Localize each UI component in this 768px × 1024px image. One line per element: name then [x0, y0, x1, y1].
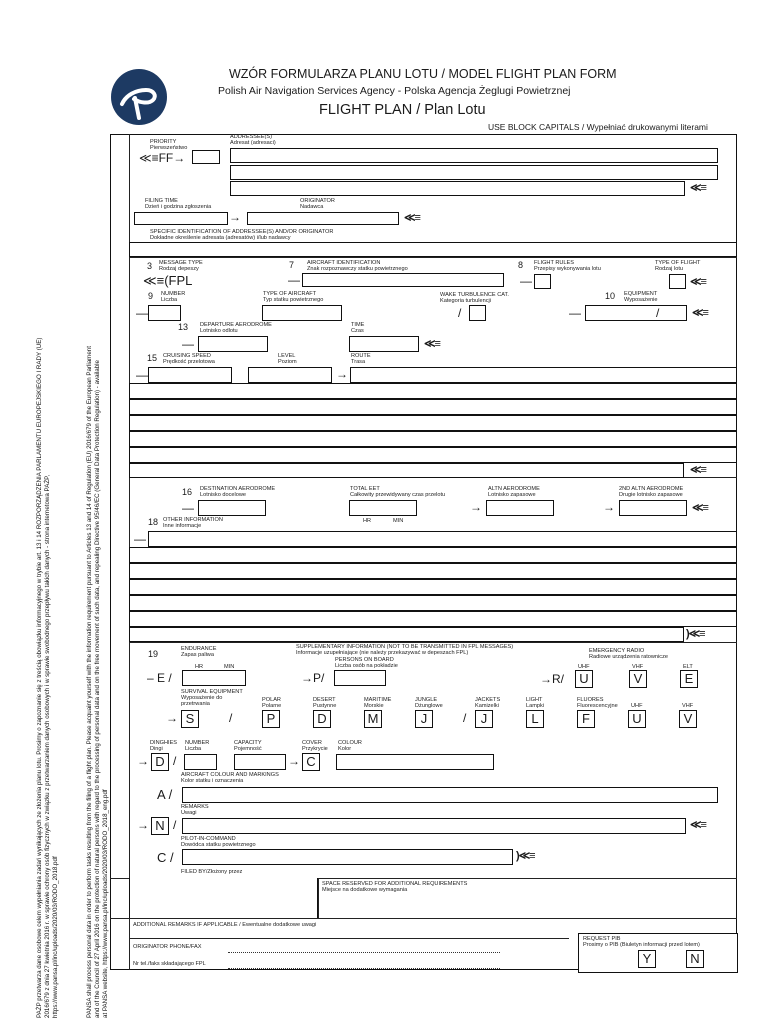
addressee-input-3[interactable]	[230, 181, 685, 196]
maritime-box[interactable]: M	[364, 710, 382, 728]
end-mark: ≪≡	[690, 464, 706, 476]
arrow-mark: →	[137, 818, 149, 832]
aircraft-id-input[interactable]	[302, 273, 504, 287]
jungle-label-pl: Dżunglowe	[415, 703, 443, 709]
addressee-label-pl: Adresat (adresaci)	[230, 140, 276, 146]
departure-label-pl: Lotnisko odlotu	[200, 328, 238, 334]
message-type-label: MESSAGE TYPE	[159, 260, 203, 266]
sep-line	[110, 918, 737, 919]
message-type-label-pl: Rodzaj depeszy	[159, 266, 199, 272]
polar-label-pl: Polarne	[262, 703, 282, 709]
dash-mark: —	[182, 501, 194, 515]
level-label: LEVEL	[278, 353, 296, 359]
end-mark: ≪≡	[690, 276, 706, 288]
aircraft-colour-label: AIRCRAFT COLOUR AND MARKINGS	[181, 772, 279, 778]
additional-remarks-label: ADDITIONAL REMARKS IF APPLICABLE / Ewentualne dodatkowe uwagi	[133, 922, 317, 928]
pib-yes-box[interactable]: Y	[638, 950, 656, 968]
jackets-label: JACKETS	[475, 697, 501, 703]
route-input-1[interactable]	[350, 367, 737, 383]
radio-vhf-box[interactable]: V	[629, 670, 647, 688]
radio-r-mark: →R/	[540, 672, 564, 686]
level-label-pl: Poziom	[278, 359, 297, 365]
cover-box[interactable]: C	[302, 753, 320, 771]
end-mark: ≪≡	[692, 502, 708, 514]
endurance-hr-label: HR	[195, 664, 204, 670]
dash-mark: —	[520, 274, 532, 288]
arrow-mark: →	[470, 500, 482, 514]
jacket-vhf-box[interactable]: V	[679, 710, 697, 728]
cruising-speed-label-pl: Prędkość przelotowa	[163, 359, 215, 365]
desert-box[interactable]: D	[313, 710, 331, 728]
form-model-title: WZÓR FORMULARZA PLANU LOTU / MODEL FLIGHT PLAN FORM	[229, 67, 617, 81]
type-aircraft-label-pl: Typ statku powietrznego	[263, 297, 324, 303]
field-number: 7	[289, 260, 295, 270]
dash-mark: —	[182, 337, 194, 351]
light-label-pl: Lampki	[526, 703, 545, 709]
filed-by-input[interactable]	[129, 878, 318, 918]
sep-line	[318, 878, 319, 918]
filing-time-label-pl: Dzień i godzina zgłoszenia	[145, 204, 212, 210]
request-pib-label-pl: Prosimy o PIB (Biuletyn informacji przed lotem)	[583, 942, 700, 948]
capacity-label: CAPACITY	[234, 740, 262, 746]
wake-input[interactable]	[469, 305, 486, 321]
altn-input[interactable]	[486, 500, 554, 516]
jungle-box[interactable]: J	[415, 710, 433, 728]
fluores-box[interactable]: F	[577, 710, 595, 728]
jacket-uhf-box[interactable]: U	[628, 710, 646, 728]
field-number: 16	[182, 487, 193, 497]
arrow-mark: →	[137, 754, 149, 768]
route-input-7[interactable]	[129, 463, 684, 478]
endurance-label-pl: Zapas paliwa	[181, 652, 214, 658]
block-capitals-note: USE BLOCK CAPITALS / Wypełniać drukowanymi literami	[488, 122, 708, 132]
pansa-logo	[110, 68, 168, 126]
cover-label-pl: Przykrycie	[302, 746, 328, 752]
departure-label: DEPARTURE AERODROME	[200, 322, 272, 328]
slash-mark: /	[173, 754, 177, 768]
desert-label-pl: Pustynne	[313, 703, 337, 709]
flight-rules-label: FLIGHT RULES	[534, 260, 574, 266]
dinghies-box[interactable]: D	[151, 753, 169, 771]
polar-label: POLAR	[262, 697, 281, 703]
colour-input[interactable]	[336, 754, 494, 770]
destination-label: DESTINATION AERODROME	[200, 486, 276, 492]
addressee-input-1[interactable]	[230, 148, 718, 163]
type-aircraft-input[interactable]	[262, 305, 342, 321]
remarks-label: REMARKS	[181, 804, 209, 810]
arrow-mark: →	[229, 210, 241, 224]
radio-uhf-box[interactable]: U	[575, 670, 593, 688]
supp-info-title-pl: Informacje uzupełniające (nie należy przekazywać w depeszach FPL)	[296, 650, 469, 656]
request-pib-label: REQUEST PIB	[583, 936, 621, 942]
jackets-label-pl: Kamizelki	[475, 703, 499, 709]
priority-input[interactable]	[192, 150, 220, 164]
maritime-label-pl: Morskie	[364, 703, 384, 709]
route-label: ROUTE	[351, 353, 371, 359]
field-number: 3	[147, 261, 153, 271]
sep-line	[129, 257, 737, 258]
aircraft-colour-label-pl: Kolor statku i oznaczenia	[181, 778, 244, 784]
destination-label-pl: Lotnisko docelowe	[200, 492, 247, 498]
fluores-label: FLUORES	[577, 697, 604, 703]
dinghy-number-label-pl: Liczba	[185, 746, 202, 752]
route-input-2[interactable]	[129, 383, 737, 399]
filing-time-label: FILING TIME	[145, 198, 178, 204]
other-info-label-pl: Inne informacje	[163, 523, 202, 529]
polar-box[interactable]: P	[262, 710, 280, 728]
number-label-pl: Liczba	[161, 297, 178, 303]
pilot-c-mark: C /	[157, 850, 174, 865]
jackets-box[interactable]: J	[475, 710, 493, 728]
type-aircraft-label: TYPE OF AIRCRAFT	[263, 291, 317, 297]
time-label: TIME	[351, 322, 365, 328]
type-of-flight-label: TYPE OF FLIGHT	[655, 260, 701, 266]
dash-mark: —	[134, 532, 146, 546]
radio-elt-box[interactable]: E	[680, 670, 698, 688]
supp-info-title: SUPPLEMENTARY INFORMATION (NOT TO BE TRANSMITTED IN FPL MESSAGES)	[296, 644, 514, 650]
page-title: FLIGHT PLAN / Plan Lotu	[319, 102, 486, 118]
other-info-input-7[interactable]	[129, 627, 684, 642]
survival-label: SURVIVAL EQUIPMENT	[181, 689, 243, 695]
altn2-input[interactable]	[619, 500, 687, 516]
persons-p-mark: →P/	[301, 671, 325, 685]
aircraft-id-label: AIRCRAFT IDENTIFICATION	[307, 260, 381, 266]
level-input[interactable]	[248, 367, 332, 383]
remarks-label-pl: Uwagi	[181, 810, 197, 816]
elt-label: ELT	[683, 664, 693, 670]
field-number: 13	[178, 322, 189, 332]
end-mark: ≪≡	[692, 307, 708, 319]
paren-end-mark: )≪≡	[686, 628, 705, 640]
specific-id-label-pl: Dokładne określenie adresata (adresatów) i/lub nadawcy	[150, 235, 291, 241]
capacity-label-pl: Pojemność	[234, 746, 262, 752]
slash-mark: /	[656, 306, 660, 320]
vhf-label: VHF	[632, 664, 644, 670]
eet-min-label: MIN	[393, 518, 404, 524]
total-eet-label-pl: Całkowity przewidywany czas przelotu	[350, 492, 446, 498]
fpl-mark: ≪≡(FPL	[143, 273, 193, 288]
priority-label: PRIORITY	[150, 139, 177, 145]
persons-input[interactable]	[334, 670, 386, 686]
specific-id-label: SPECIFIC IDENTIFICATION OF ADDRESSEE(S) AND/OR ORIGINATOR	[150, 229, 334, 235]
colour-label-pl: Kolor	[338, 746, 352, 752]
other-info-label: OTHER INFORMATION	[163, 517, 223, 523]
originator-phone-label: ORIGINATOR PHONE/FAX	[133, 944, 202, 950]
filing-time-input[interactable]	[134, 212, 228, 225]
altn-label: ALTN AERODROME	[488, 486, 540, 492]
altn2-label: 2ND ALTN AERODROME	[619, 486, 684, 492]
reserved-label: SPACE RESERVED FOR ADDITIONAL REQUIREMENTS	[322, 881, 468, 887]
other-info-input-3[interactable]	[129, 563, 737, 579]
pilot-input[interactable]	[182, 849, 513, 865]
remarks-input[interactable]	[182, 818, 686, 834]
uhf-label: UHF	[578, 664, 590, 670]
field-number: 10	[605, 291, 616, 301]
eet-hr-label: HR	[363, 518, 372, 524]
end-mark: ≪≡	[424, 338, 440, 350]
light-label: LIGHT	[526, 697, 543, 703]
uhf-label: UHF	[631, 703, 643, 709]
slash-mark: /	[463, 711, 467, 725]
altn-label-pl: Lotnisko zapasowe	[488, 492, 536, 498]
time-input[interactable]	[349, 336, 419, 352]
equipment-label-pl: Wyposażenie	[624, 297, 658, 303]
ff-mark: ≪≡FF→	[139, 151, 186, 165]
other-info-input-2[interactable]	[129, 547, 737, 563]
slash-mark: /	[229, 711, 233, 725]
dash-mark: —	[569, 306, 581, 320]
type-of-flight-input[interactable]	[669, 274, 686, 289]
altn2-label-pl: Drugie lotnisko zapasowe	[619, 492, 683, 498]
number-label: NUMBER	[161, 291, 186, 297]
addressee-input-2[interactable]	[230, 165, 718, 180]
dash-mark: —	[288, 273, 300, 287]
arrow-mark: →	[166, 711, 178, 725]
dinghies-label: DINGHIES	[150, 740, 178, 746]
persons-label: PERSONS ON BOARD	[335, 657, 394, 663]
field-number: 8	[518, 260, 524, 270]
aircraft-id-label-pl: Znak rozpoznawczy statku powietrznego	[307, 266, 408, 272]
time-label-pl: Czas	[351, 328, 364, 334]
type-of-flight-label-pl: Rodzaj lotu	[655, 266, 683, 272]
vhf-label: VHF	[682, 703, 694, 709]
cover-label: COVER	[302, 740, 322, 746]
slash-mark: /	[458, 306, 462, 320]
agency-name: Polish Air Navigation Services Agency - Polska Agencja Żeglugi Powietrznej	[218, 85, 571, 97]
paren-end-mark: )≪≡	[516, 850, 535, 862]
aircraft-colour-input[interactable]	[182, 787, 718, 803]
originator-label-pl: Nadawca	[300, 204, 324, 210]
emergency-radio-label-pl: Radiowe urządzenia ratownicze	[589, 654, 668, 660]
equipment-label: EQUIPMENT	[624, 291, 658, 297]
number-input[interactable]	[148, 305, 181, 321]
other-info-input-6[interactable]	[129, 611, 737, 627]
arrow-mark: →	[288, 754, 300, 768]
endurance-min-label: MIN	[224, 664, 235, 670]
priority-label-pl: Pierwszeństwo	[150, 145, 188, 151]
specific-id-input[interactable]	[129, 242, 737, 257]
route-label-pl: Trasa	[351, 359, 366, 365]
end-mark: ≪≡	[690, 182, 706, 194]
total-eet-label: TOTAL EET	[350, 486, 380, 492]
route-input-6[interactable]	[129, 447, 737, 463]
filed-by-label: FILED BY/Złożony przez	[181, 869, 243, 875]
flight-rules-input[interactable]	[534, 274, 551, 289]
remarks-n-box[interactable]: N	[151, 817, 169, 835]
field-number: 19	[148, 649, 159, 659]
dash-mark: —	[136, 306, 148, 320]
other-info-input-5[interactable]	[129, 595, 737, 611]
dash-mark: —	[136, 368, 148, 382]
sep-line	[129, 938, 569, 939]
pilot-label: PILOT-IN-COMMAND	[181, 836, 236, 842]
endurance-label: ENDURANCE	[181, 646, 217, 652]
reserved-label-pl: Miejsce na dodatkowe wymagania	[322, 887, 408, 893]
total-eet-input[interactable]	[349, 500, 417, 516]
arrow-mark: →	[603, 500, 615, 514]
route-input-4[interactable]	[129, 415, 737, 431]
dinghy-number-label: NUMBER	[185, 740, 210, 746]
pilot-label-pl: Dowódca statku powietrznego	[181, 842, 256, 848]
end-mark: ≪≡	[690, 819, 706, 831]
wake-label: WAKE TURBULENCE CAT.	[440, 292, 509, 298]
cruising-speed-input[interactable]	[148, 367, 232, 383]
light-box[interactable]: L	[526, 710, 544, 728]
field-number: 18	[148, 517, 159, 527]
other-info-input-4[interactable]	[129, 579, 737, 595]
other-info-input-1[interactable]	[148, 531, 737, 547]
originator-phone-line-2[interactable]	[228, 967, 500, 969]
colour-label: COLOUR	[338, 740, 362, 746]
route-input-5[interactable]	[129, 431, 737, 447]
sep-line	[129, 642, 737, 643]
addressee-label: ADDRESSEE(S)	[230, 134, 272, 140]
survival-box[interactable]: S	[181, 710, 199, 728]
field-number: 9	[148, 291, 154, 301]
originator-label: ORIGINATOR	[300, 198, 335, 204]
aircraft-colour-a-mark: A /	[157, 787, 173, 802]
persons-label-pl: Liczba osób na pokładzie	[335, 663, 398, 669]
arrow-mark: →	[336, 367, 348, 381]
emergency-radio-label: EMERGENCY RADIO	[589, 648, 645, 654]
survival-label-pl: Wyposażenie do przetrwania	[181, 695, 223, 708]
jungle-label: JUNGLE	[415, 697, 438, 703]
maritime-label: MARITIME	[364, 697, 392, 703]
route-input-3[interactable]	[129, 399, 737, 415]
cruising-speed-label: CRUISING SPEED	[163, 353, 211, 359]
departure-input[interactable]	[198, 336, 268, 352]
fluores-label-pl: Fluorescencyjne	[577, 703, 618, 709]
flight-rules-label-pl: Przepisy wykonywania lotu	[534, 266, 601, 272]
field-number: 15	[147, 353, 158, 363]
wake-label-pl: Kategoria turbulencji	[440, 298, 491, 304]
originator-phone-label-pl: Nr tel./faks składającego FPL	[133, 961, 206, 967]
originator-input[interactable]	[247, 212, 399, 225]
equipment-input[interactable]	[585, 305, 687, 321]
capacity-input[interactable]	[234, 754, 286, 770]
pib-no-box[interactable]: N	[686, 950, 704, 968]
slash-mark: /	[173, 818, 177, 832]
originator-phone-line[interactable]	[228, 951, 500, 953]
end-mark: ≪≡	[404, 212, 420, 224]
dinghies-label-pl: Dingi	[150, 746, 163, 752]
desert-label: DESERT	[313, 697, 336, 703]
destination-input[interactable]	[198, 500, 266, 516]
endurance-input[interactable]	[182, 670, 246, 686]
dinghy-number-input[interactable]	[184, 754, 217, 770]
endurance-e-mark: – E /	[147, 671, 172, 685]
